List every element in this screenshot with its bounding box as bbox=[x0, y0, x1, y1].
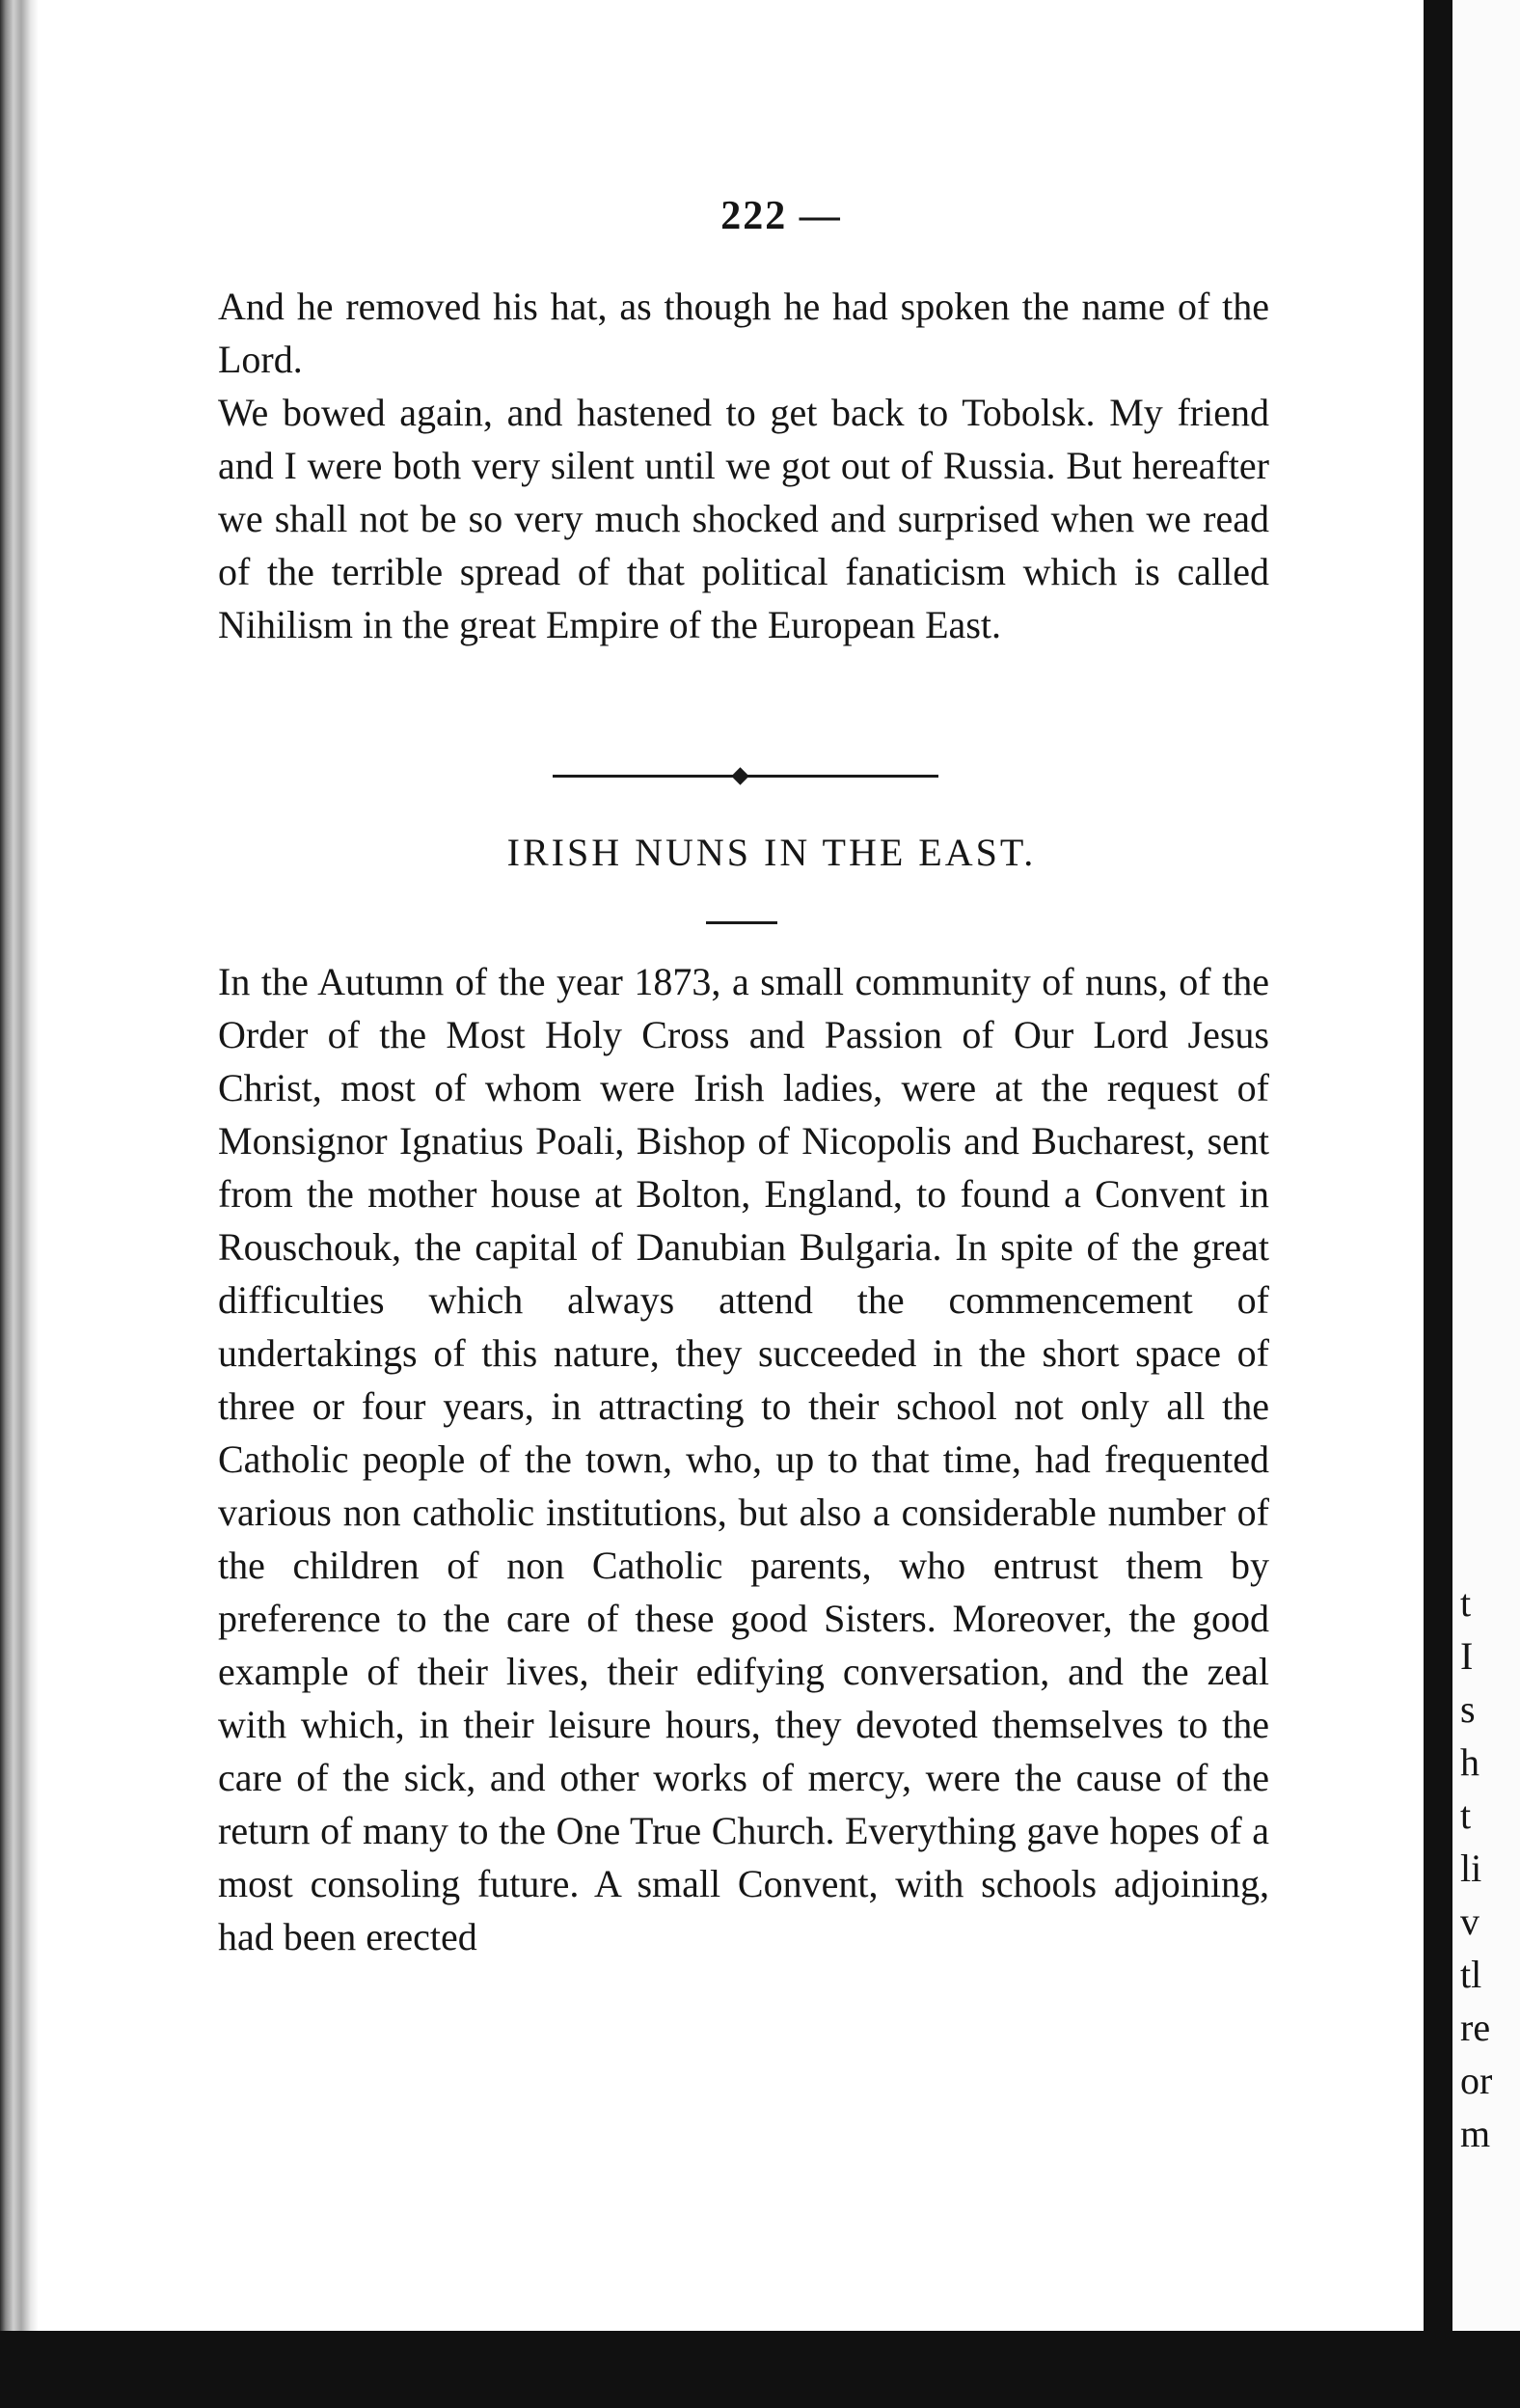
section-divider-ornament bbox=[553, 769, 938, 784]
next-page-fragment: t bbox=[1460, 1581, 1472, 1625]
page-binding-edge bbox=[0, 0, 39, 2408]
title-underline-rule bbox=[706, 921, 777, 924]
scan-bottom-border bbox=[0, 2331, 1520, 2408]
next-page-fragment: m bbox=[1460, 2112, 1491, 2155]
next-page-fragment: tl bbox=[1460, 1953, 1482, 1996]
page-gutter bbox=[1424, 0, 1452, 2331]
next-page-fragment: v bbox=[1460, 1900, 1479, 1943]
paragraph-opening: And he removed his hat, as though he had spoken the name of the Lord. bbox=[218, 285, 1269, 381]
next-page-fragment: or bbox=[1460, 2059, 1493, 2102]
page-number: 222 — bbox=[720, 194, 842, 238]
section-title: IRISH NUNS IN THE EAST. bbox=[506, 831, 1037, 874]
next-page-fragment: li bbox=[1460, 1847, 1482, 1890]
divider-diamond bbox=[731, 767, 748, 784]
paragraph-nihilism: We bowed again, and hastened to get back to Tobolsk. My friend and I were both very silent until we got out of Russia. But hereafter we shall not be so very much shocked and surprised when we read of the terrible spread of that political fanaticism which is called Nihilism in the great Empire of the European East. bbox=[218, 391, 1269, 646]
next-page-fragment: I bbox=[1460, 1634, 1474, 1678]
next-page-fragment: t bbox=[1460, 1793, 1472, 1837]
next-page-fragment: s bbox=[1460, 1687, 1476, 1731]
paragraph-irish-nuns: In the Autumn of the year 1873, a small community of nuns, of the Order of the Most Holy Cross and Passion of Our Lord Jesus Christ, most of whom were Irish ladies, were at the request of Monsignor Ignatius Poali, Bishop of Nicopolis and Bucharest, sent from the mother house at Bolton, England, to found a Convent in Rouschouk, the capital of Danubian Bulgaria. In spite of the great difficulties which always attend the commencement of undertakings of this nature, they succeeded in the short space of three or four years, in attracting to their school not only all the Catholic people of the town, who, up to that time, had frequented various non catholic institutions, but also a considerable number of the children of non Catholic parents, who entrust them by preference to the care of these good Sisters. Moreover, the good example of their lives, their edifying conversation, and the zeal with which, in their leisure hours, they devoted themselves to the care of the sick, and other works of mercy, were the cause of the return of many to the One True Church. Everything gave hopes of a most consoling future. A small Convent, with schools adjoining, had been erected bbox=[218, 960, 1269, 1958]
next-page-fragment: re bbox=[1460, 2006, 1491, 2049]
next-page-fragment: h bbox=[1460, 1740, 1479, 1784]
